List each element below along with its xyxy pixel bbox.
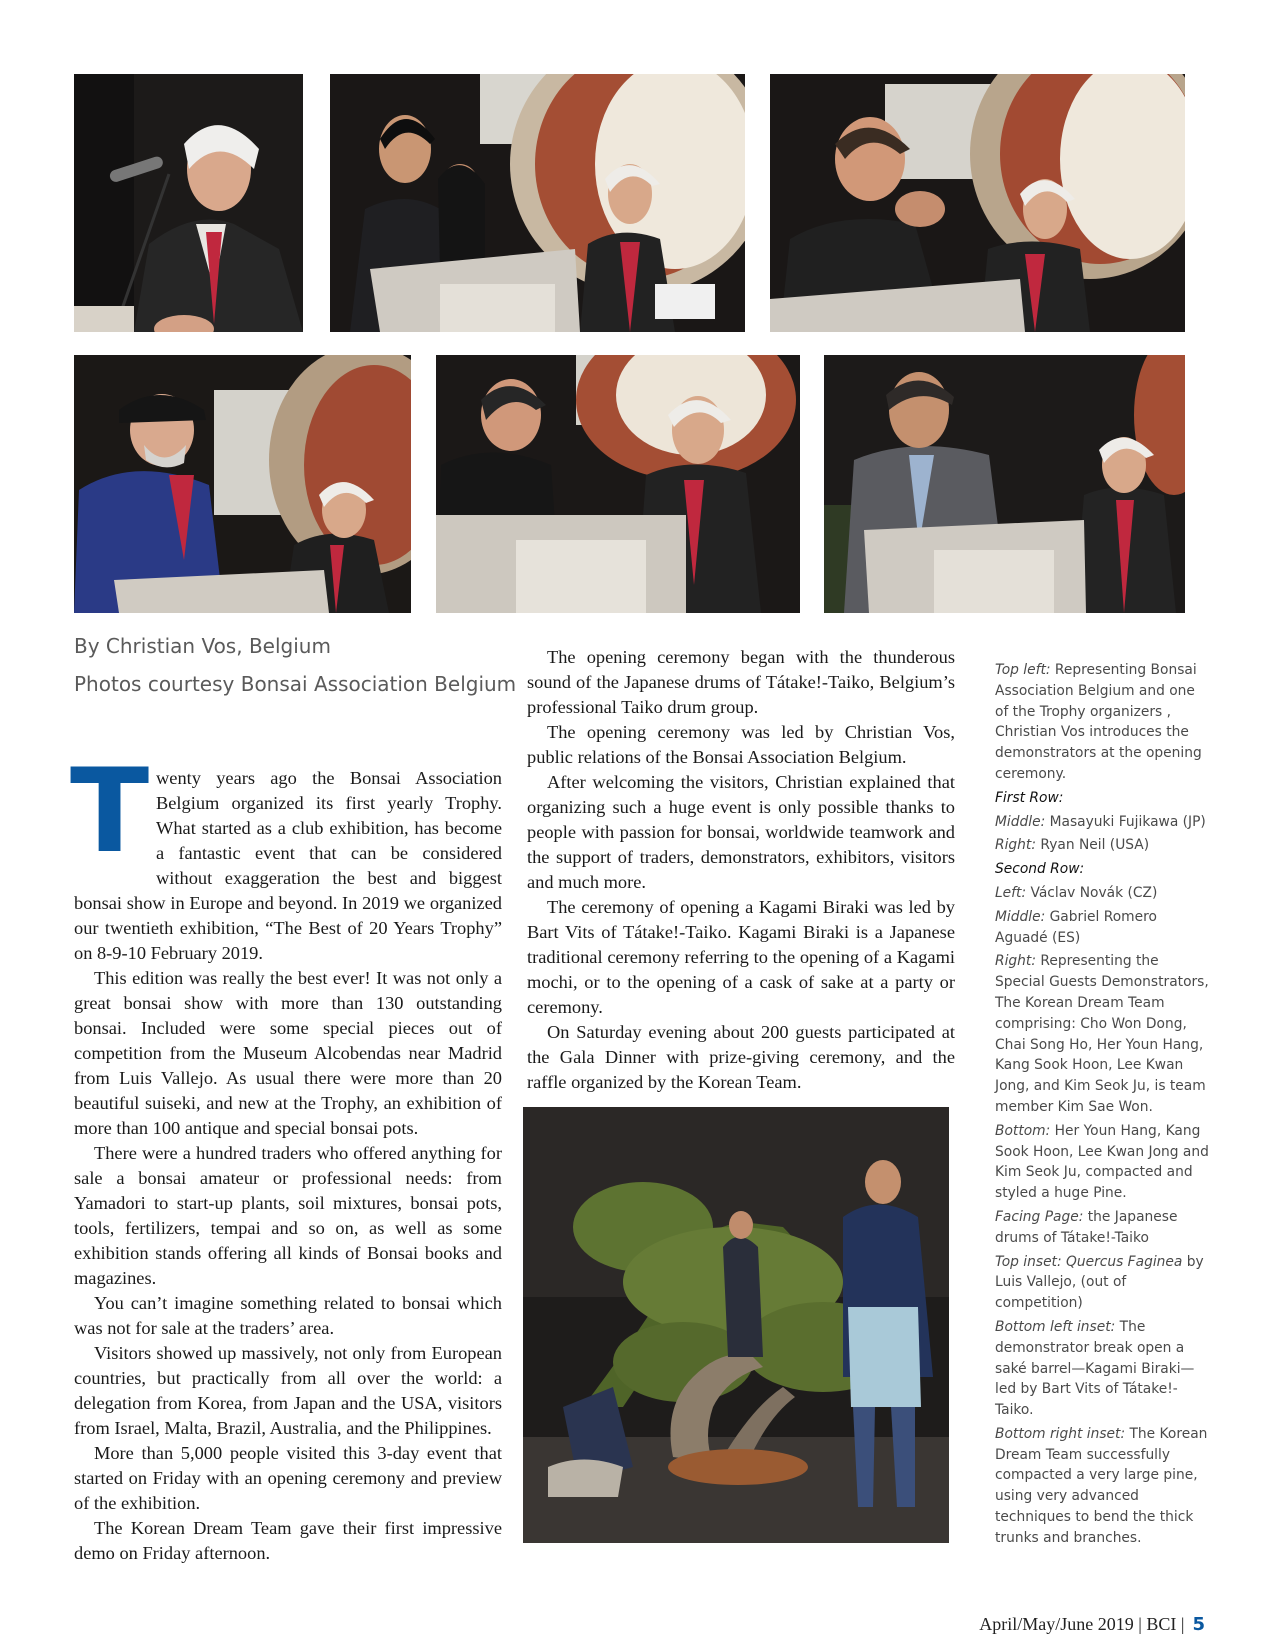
article-column-1: [70, 744, 502, 1566]
caption-item: [995, 907, 1210, 949]
article-paragraph: After welcoming the visitors, Christian explained that organizing such a huge event is only possible thanks to people with passion for bonsai, worldwide teamwork and the support of traders, demonstrators, exhibitors, visitors and much more.: [527, 772, 955, 892]
photo-korean-dream-team: [824, 355, 1185, 613]
article-column-2: [527, 645, 955, 1095]
page-number: 5: [1192, 1614, 1205, 1635]
caption-text: The Korean Dream Team successfully compacted a very large pine, using very advanced techniques to bend the thick trunks and branches.: [995, 1425, 1208, 1546]
caption-item: [995, 883, 1210, 904]
lead-paragraph-text: wenty years ago the Bonsai Association Belgium organized its first yearly Trophy. What started as a club exhibition, has become a fantastic event that can be considered without exaggeration the best and biggest bonsai show in Europe and beyond. In 2019 we organized our twentieth exhibition, “The Best of 20 Years Trophy” on 8-9-10 February 2019.: [74, 768, 502, 963]
caption-item: [995, 951, 1210, 1117]
caption-item: [995, 1317, 1210, 1421]
caption-label: Right:: [995, 837, 1036, 854]
caption-text: Masayuki Fujikawa (JP): [1045, 813, 1206, 830]
article-paragraph: Visitors showed up massively, not only from European countries, but practically from all over the world: a delegation from Korea, from Japan and the USA, visitors from Israel, Malta, Brazil, Australia, and the Philippines.: [74, 1343, 502, 1438]
photo-captions: [995, 660, 1210, 1552]
caption-text: Her Youn Hang, Kang Sook Hoon, Lee Kwan Jong and Kim Seok Ju, compacted and styled a huge Pine.: [995, 1122, 1209, 1202]
caption-text: by Luis Vallejo, (out of competition): [995, 1253, 1204, 1312]
drop-cap: T: [70, 744, 150, 879]
article-paragraph: This edition was really the best ever! It was not only a great bonsai show with more than 130 outstanding bonsai. Included were some special pieces out of competition from the Museum Alcobendas near Madrid from Luis Vallejo. As usual there were more than 20 beautiful suiseki, and new at the Trophy, an exhibition of more than 100 antique and special bonsai pots.: [74, 968, 502, 1138]
caption-text: Ryan Neil (USA): [1035, 837, 1150, 854]
photo-ryan-neil: [770, 74, 1185, 332]
article-paragraph: There were a hundred traders who offered anything for sale a bonsai amateur or professional needs: from Yamadori to start-up plants, soil mixtures, bonsai pots, tools, fertilizers, tempai and so on, as well as some exhibition stands offering all kinds of Bonsai books and magazines.: [74, 1143, 502, 1288]
caption-label: Top left:: [995, 662, 1051, 678]
caption-label: Top inset: Quercus Faginea: [995, 1253, 1183, 1270]
caption-item: [995, 660, 1210, 785]
article-paragraph: The ceremony of opening a Kagami Biraki was led by Bart Vits of Tátake!-Taiko. Kagami Biraki is a Japanese traditional ceremony referring to the opening of a Kagami mochi, or to the opening of a cask of sake at a party or ceremony.: [527, 897, 955, 1017]
issue-label: April/May/June 2019 | BCI |: [979, 1614, 1185, 1634]
caption-label: Left:: [995, 884, 1027, 901]
caption-text: Representing the Special Guests Demonstrators, The Korean Dream Team comprising: Cho Won Dong, Chai Song Ho, Her Youn Hang, Kang Sook Hoon, Lee Kwan Jong, and Kim Seok Ju, is team member Kim Sae Won.: [995, 953, 1209, 1115]
caption-label: Facing Page:: [995, 1208, 1084, 1225]
caption-item: [995, 788, 1210, 809]
article-paragraph: You can’t imagine something related to bonsai which was not for sale at the traders’ area.: [74, 1293, 502, 1338]
caption-item: [995, 1252, 1210, 1314]
caption-text: Representing Bonsai Association Belgium and one of the Trophy organizers , Christian Vos introduces the demonstrators at the opening ceremony.: [995, 662, 1202, 782]
caption-label: First Row:: [995, 789, 1064, 806]
caption-label: Second Row:: [995, 861, 1085, 878]
caption-item: [995, 859, 1210, 880]
byline-author: By Christian Vos, Belgium: [74, 634, 331, 658]
caption-text: Gabriel Romero Aguadé (ES): [995, 908, 1157, 946]
caption-label: Right:: [995, 953, 1036, 970]
article-paragraph: The Korean Dream Team gave their first impressive demo on Friday afternoon.: [74, 1518, 502, 1563]
photo-masayuki-fujikawa: [330, 74, 745, 332]
caption-item: [995, 812, 1210, 833]
caption-text: Václav Novák (CZ): [1026, 884, 1158, 901]
byline-photo-credit: Photos courtesy Bonsai Association Belgium: [74, 672, 517, 696]
caption-item: [995, 1424, 1210, 1549]
photo-gabriel-romero: [436, 355, 800, 613]
caption-item: [995, 1207, 1210, 1249]
caption-label: Middle:: [995, 908, 1046, 925]
caption-item: [995, 835, 1210, 856]
caption-label: Middle:: [995, 813, 1046, 830]
article-paragraph: The opening ceremony was led by Christian Vos, public relations of the Bonsai Association Belgium.: [527, 722, 955, 767]
article-paragraph: On Saturday evening about 200 guests participated at the Gala Dinner with prize-giving ceremony, and the raffle organized by the Korean Team.: [527, 1022, 955, 1092]
caption-text: the Japanese drums of Tátake!-Taiko: [995, 1208, 1178, 1246]
article-paragraph: The opening ceremony began with the thunderous sound of the Japanese drums of Tátake!-Taiko, Belgium’s professional Taiko drum group.: [527, 647, 955, 717]
article-paragraph: More than 5,000 people visited this 3-day event that started on Friday with an opening ceremony and preview of the exhibition.: [74, 1443, 502, 1513]
page-footer: [979, 1614, 1205, 1635]
caption-label: Bottom left inset:: [995, 1318, 1116, 1335]
caption-text: The demonstrator break open a saké barrel—Kagami Biraki—led by Bart Vits of Tátake!-Taiko.: [995, 1318, 1195, 1419]
photo-pine-demo: [523, 1107, 949, 1543]
caption-label: Bottom right inset:: [995, 1425, 1126, 1442]
photo-vaclav-novak: [74, 355, 411, 613]
photo-christian-vos: [74, 74, 303, 332]
caption-item: [995, 1121, 1210, 1204]
caption-label: Bottom:: [995, 1122, 1051, 1139]
